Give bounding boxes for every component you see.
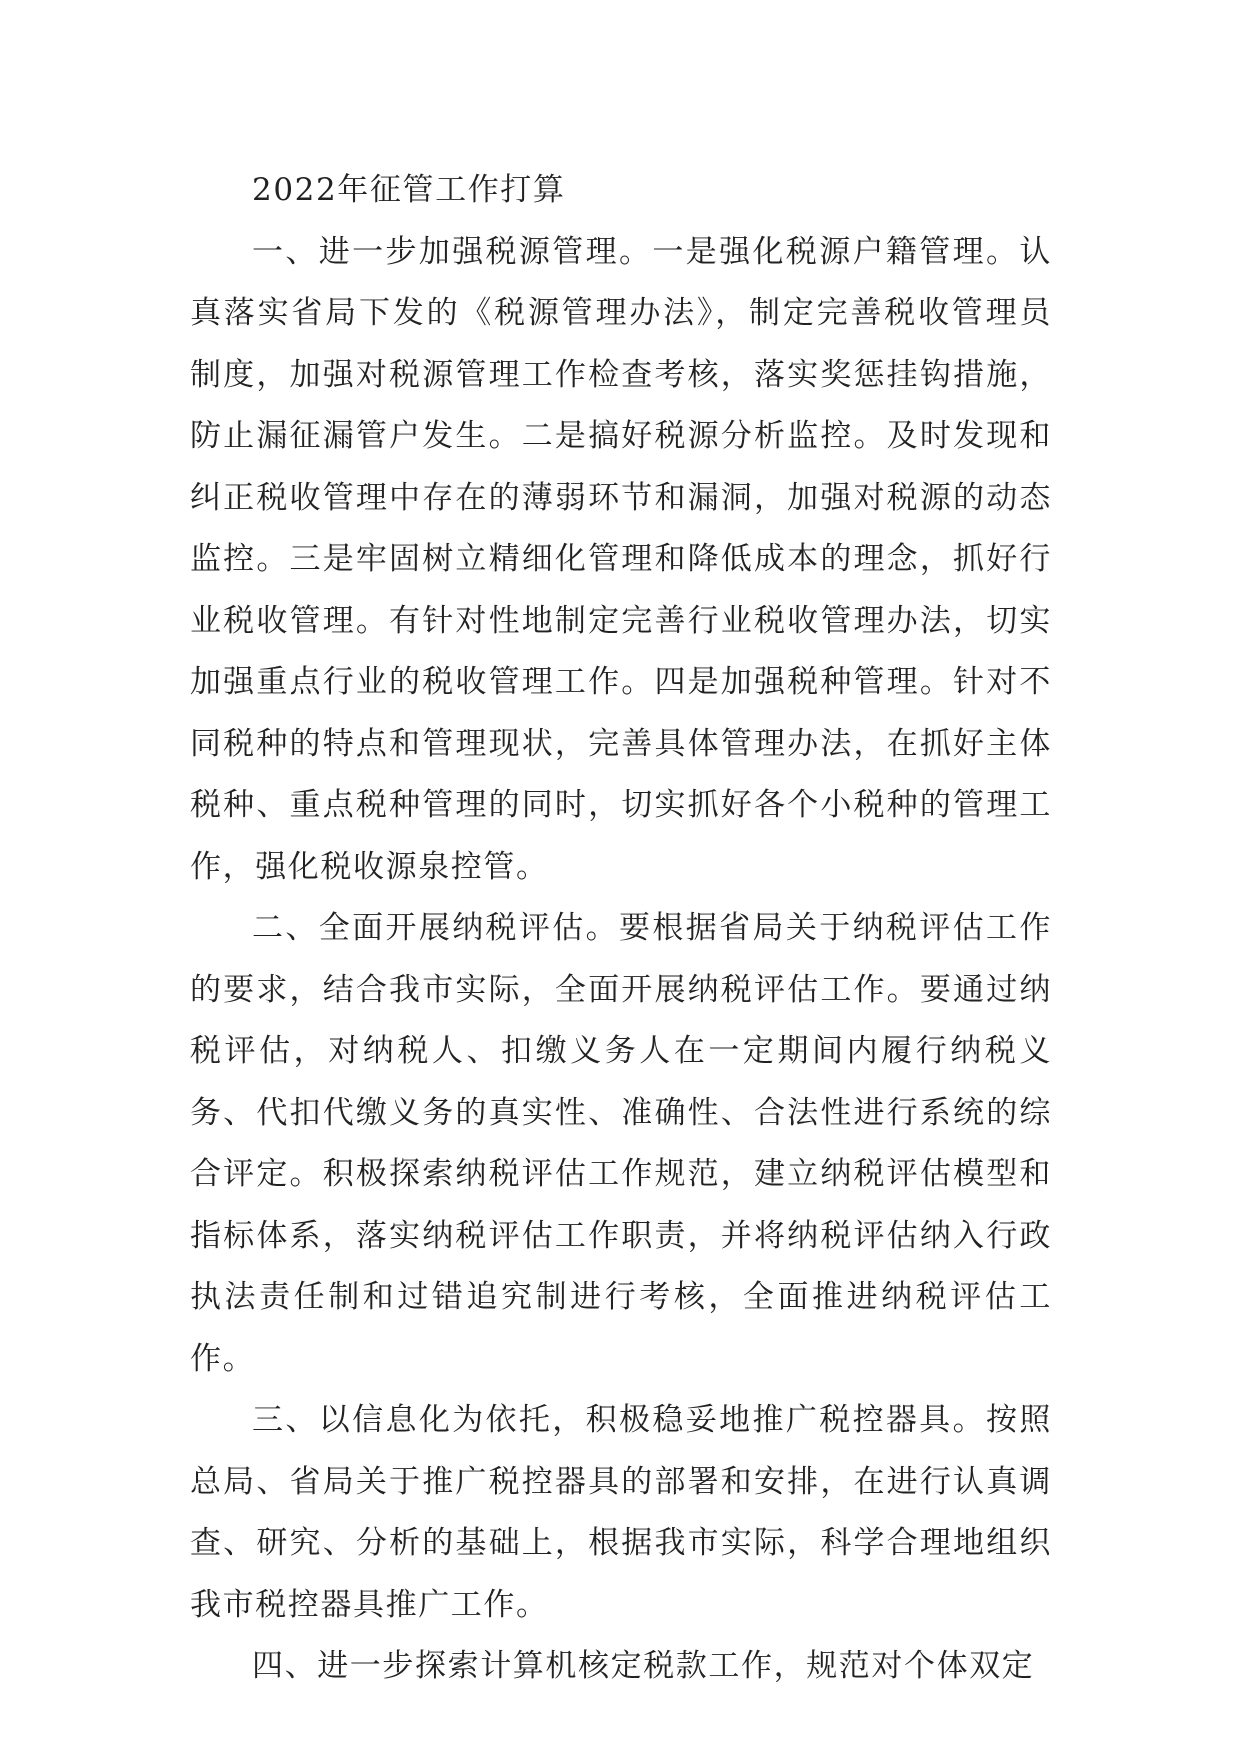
document-title: 2022年征管工作打算 <box>252 172 566 208</box>
paragraph-2: 二、全面开展纳税评估。要根据省局关于纳税评估工作的要求，结合我市实际，全面开展纳税评估工作。要通过纳税评估，对纳税人、扣缴义务人在一定期间内履行纳税义务、代扣代缴义务的真实性、准确性、合法性进行系统的综合评定。积极探索纳税评估工作规范，建立纳税评估模型和指标体系，落实纳税评估工作职责，并将纳税评估纳入行政执法责任制和过错追究制进行考核，全面推进纳税评估工作。 <box>190 910 1052 1377</box>
document-body <box>190 160 1052 1698</box>
paragraph-4: 四、进一步探索计算机核定税款工作，规范对个体双定 <box>252 1648 1035 1684</box>
paragraph-3: 三、以信息化为依托，积极稳妥地推广税控器具。按照总局、省局关于推广税控器具的部署和安排，在进行认真调查、研究、分析的基础上，根据我市实际，科学合理地组织我市税控器具推广工作。 <box>190 1402 1052 1623</box>
paragraph-1: 一、进一步加强税源管理。一是强化税源户籍管理。认真落实省局下发的《税源管理办法》，制定完善税收管理员制度，加强对税源管理工作检查考核，落实奖惩挂钩措施，防止漏征漏管户发生。二是搞好税源分析监控。及时发现和纠正税收管理中存在的薄弱环节和漏洞，加强对税源的动态监控。三是牢固树立精细化管理和降低成本的理念，抓好行业税收管理。有针对性地制定完善行业税收管理办法，切实加强重点行业的税收管理工作。四是加强税种管理。针对不同税种的特点和管理现状，完善具体管理办法，在抓好主体税种、重点税种管理的同时，切实抓好各个小税种的管理工作，强化税收源泉控管。 <box>190 233 1052 885</box>
